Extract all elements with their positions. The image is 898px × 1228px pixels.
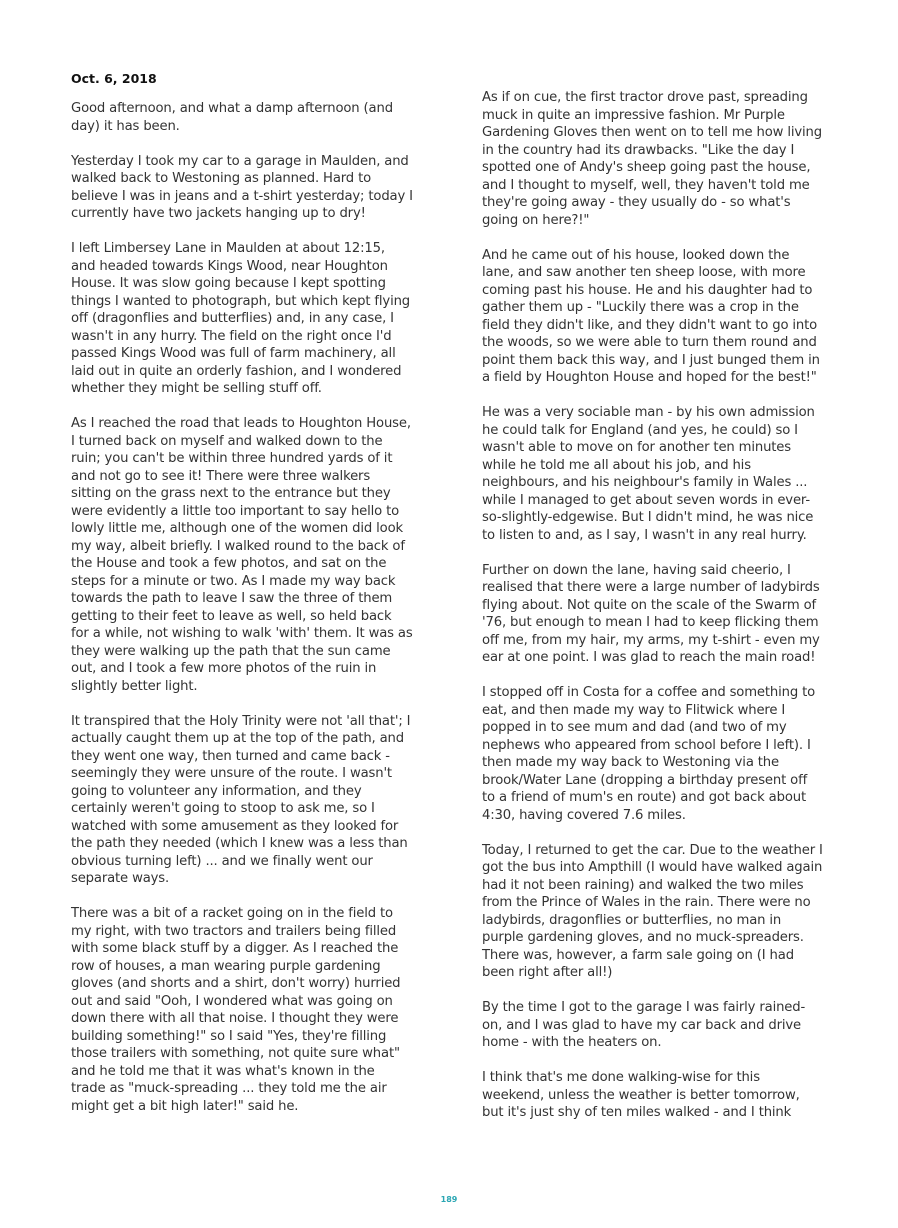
paragraph: Yesterday I took my car to a garage in Maulden, and walked back to Westoning as planned. Hard to believe I was in jeans and a t-shirt yesterday; today I currently have two jackets hanging up to dry! (71, 153, 413, 221)
paragraph: Further on down the lane, having said cheerio, I realised that there were a large number of ladybirds flying about. Not quite on the scale of the Swarm of '76, but enough to mean I had to keep flicking them off me, from my hair, my arms, my t-shirt - even my ear at one point. I was glad to reach the main road! (482, 562, 820, 665)
page-number: 189 (440, 1195, 458, 1204)
paragraph: He was a very sociable man - by his own admission he could talk for England (and yes, he could) so I wasn't able to move on for another ten minutes while he told me all about his job, and his neighbours, and his neighbour's family in Wales ... while I managed to get about seven words in ever-so-slightly-edgewise. But I didn't mind, he was nice to listen to and, as I say, I wasn't in any real hurry. (482, 405, 815, 543)
paragraph: I left Limbersey Lane in Maulden at about 12:15, and headed towards Kings Wood, near Houghton House. It was slow going because I kept spotting things I wanted to photograph, but which kept flying off (dragonflies and butterflies) and, in any case, I wasn't in any hurry. The field on the right once I'd passed Kings Wood was full of farm machinery, all laid out in quite an orderly fashion, and I wondered whether they might be selling stuff off. (71, 241, 411, 396)
paragraph: Today, I returned to get the car. Due to the weather I got the bus into Ampthill (I would have walked again had it not been raining) and walked the two miles from the Prince of Wales in the rain. There were no ladybirds, dragonflies or butterflies, no man in purple gardening gloves, and no muck-spreaders. There was, however, a farm sale going on (I had been right after all!) (482, 842, 823, 980)
paragraph: Good afternoon, and what a damp afternoon (and day) it has been. (71, 101, 393, 134)
left-column (71, 100, 413, 1133)
right-column (482, 89, 824, 1139)
entry-date: Oct. 6, 2018 (71, 71, 157, 86)
paragraph: There was a bit of a racket going on in the field to my right, with two tractors and trailers being filled with some black stuff by a digger. As I reached the row of houses, a man wearing purple gardening gloves (and shorts and a shirt, don't worry) hurried out and said "Ooh, I wondered what was going on down there with all that noise. I thought they were building something!" so I said "Yes, they're filling those trailers with something, not quite sure what" and he told me that it was what's known in the trade as "muck-spreading ... they told me the air might get a bit high later!" said he. (71, 906, 401, 1114)
paragraph: I think that's me done walking-wise for this weekend, unless the weather is better tomorrow, but it's just shy of ten miles walked - and I think (482, 1070, 800, 1120)
paragraph: By the time I got to the garage I was fairly rained-on, and I was glad to have my car back and drive home - with the heaters on. (482, 1000, 806, 1050)
paragraph: It transpired that the Holy Trinity were not 'all that'; I actually caught them up at the top of the path, and they went one way, then turned and came back - seemingly they were unsure of the route. I wasn't going to volunteer any information, and they certainly weren't going to stoop to ask me, so I watched with some amusement as they looked for the path they needed (which I knew was a less than obvious turning left) ... and we finally went our separate ways. (71, 713, 411, 886)
paragraph: I stopped off in Costa for a coffee and something to eat, and then made my way to Flitwick where I popped in to see mum and dad (and two of my nephews who appeared from school before I left). I then made my way back to Westoning via the brook/Water Lane (dropping a birthday present off to a friend of mum's en route) and got back about 4:30, having covered 7.6 miles. (482, 685, 816, 823)
paragraph: As I reached the road that leads to Houghton House, I turned back on myself and walked down to the ruin; you can't be within three hundred yards of it and not go to see it! There were three walkers sitting on the grass next to the entrance but they were evidently a little too important to say hello to lowly little me, although one of the women did look my way, albeit briefly. I walked round to the back of the House and took a few photos, and sat on the steps for a minute or two. As I made my way back towards the path to leave I saw the three of them getting to their feet to leave as well, so held back for a while, not wishing to walk 'with' them. It was as they were walking up the path that the sun came out, and I took a few more photos of the ruin in slightly better light. (71, 416, 413, 694)
paragraph: As if on cue, the first tractor drove past, spreading muck in quite an impressive fashion. Mr Purple Gardening Gloves then went on to tell me how living in the country had its drawbacks. "Like the day I spotted one of Andy's sheep going past the house, and I thought to myself, well, they haven't told me they're going away - they usually do - so what's going on here?!" (482, 90, 822, 228)
paragraph: And he came out of his house, looked down the lane, and saw another ten sheep loose, with more coming past his house. He and his daughter had to gather them up - "Luckily there was a crop in the field they didn't like, and they didn't want to go into the woods, so we were able to turn them round and point them back this way, and I just bunged them in a field by Houghton House and hoped for the best!" (482, 247, 820, 385)
